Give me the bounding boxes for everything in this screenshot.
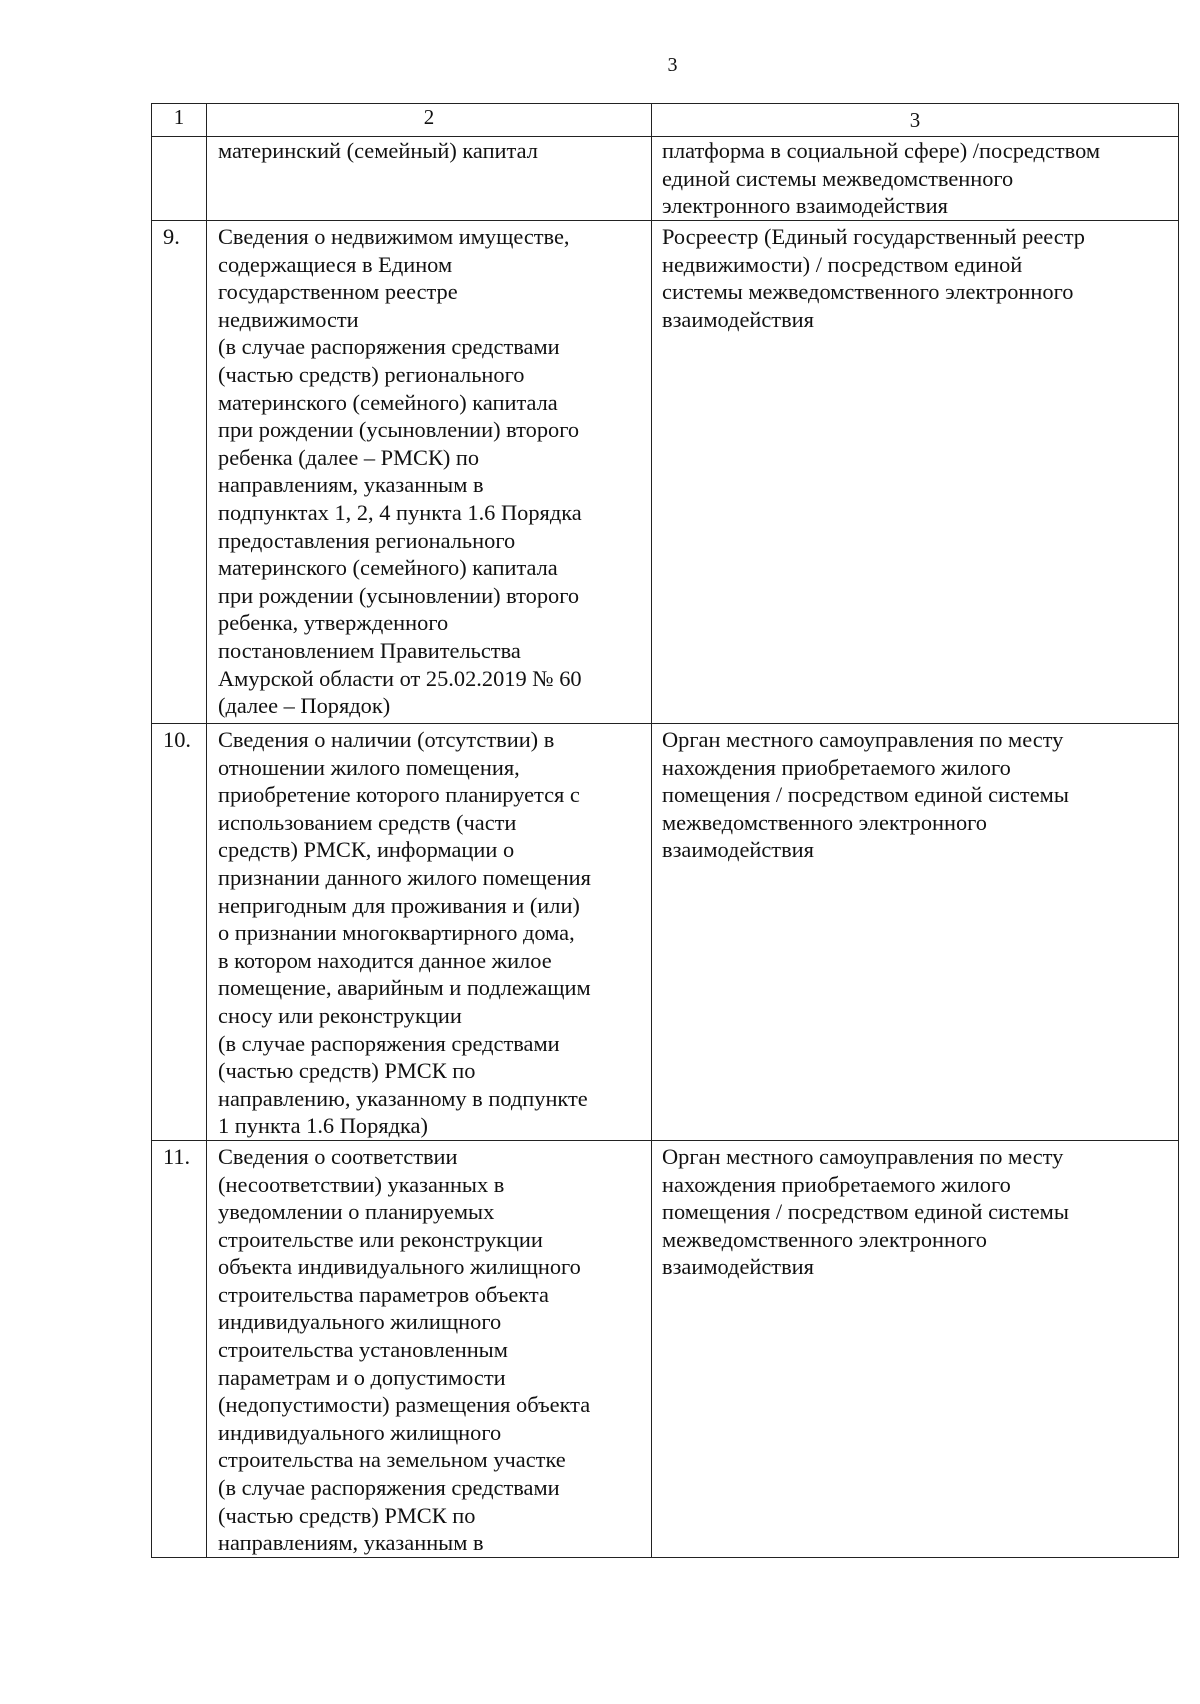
page-number: 3 (667, 54, 678, 76)
row-info-text: материнский (семейный) капитал (207, 137, 652, 221)
table-row (152, 724, 1179, 1141)
row-source-text: Росреестр (Единый государственный реестр недвижимости) / посредством единой системы межведомственного электронного взаимодействия (652, 221, 1179, 724)
row-source-text: Орган местного самоуправления по месту нахождения приобретаемого жилого помещения / посредством единой системы межведомственного электронного взаимодействия (652, 724, 1179, 1141)
row-info-text: Сведения о соответствии (несоответствии) указанных в уведомлении о планируемых строительстве или реконструкции объекта индивидуального жилищного строительства параметров объекта индивидуального жилищного строительства установленным параметрам и о допустимости (недопустимости) размещения объекта индивидуального жилищного строительства на земельном участке (в случае распоряжения средствами (частью средств) РМСК по направлениям, указанным в (207, 1140, 652, 1557)
column-header-info: 2 (207, 104, 652, 137)
table-row (152, 221, 1179, 724)
row-source-text: платформа в социальной сфере) /посредством единой системы межведомственного электронного взаимодействия (652, 137, 1179, 221)
row-info-text: Сведения о недвижимом имуществе, содержащиеся в Едином государственном реестре недвижимости (в случае распоряжения средствами (частью средств) регионального материнского (семейного) капитала при рождении (усыновлении) второго ребенка (далее – РМСК) по направлениям, указанным в подпунктах 1, 2, 4 пункта 1.6 Порядка предоставления регионального материнского (семейного) капитала при рождении (усыновлении) второго ребенка, утвержденного постановлением Правительства Амурской области от 25.02.2019 № 60 (далее – Порядок) (207, 221, 652, 724)
row-source-text: Орган местного самоуправления по месту нахождения приобретаемого жилого помещения / посредством единой системы межведомственного электронного взаимодействия (652, 1140, 1179, 1557)
table-row (152, 137, 1179, 221)
document-table (151, 103, 1179, 1558)
table-header-row (152, 104, 1179, 137)
row-number: 11. (152, 1140, 207, 1557)
row-number (152, 137, 207, 221)
table-row (152, 1140, 1179, 1557)
row-info-text: Сведения о наличии (отсутствии) в отношении жилого помещения, приобретение которого планируется с использованием средств (части средств) РМСК, информации о признании данного жилого помещения непригодным для проживания и (или) о признании многоквартирного дома, в котором находится данное жилое помещение, аварийным и подлежащим сносу или реконструкции (в случае распоряжения средствами (частью средств) РМСК по направлению, указанному в подпункте 1 пункта 1.6 Порядка) (207, 724, 652, 1141)
column-header-source: 3 (652, 104, 1179, 137)
row-number: 10. (152, 724, 207, 1141)
row-number: 9. (152, 221, 207, 724)
column-header-number: 1 (152, 104, 207, 137)
